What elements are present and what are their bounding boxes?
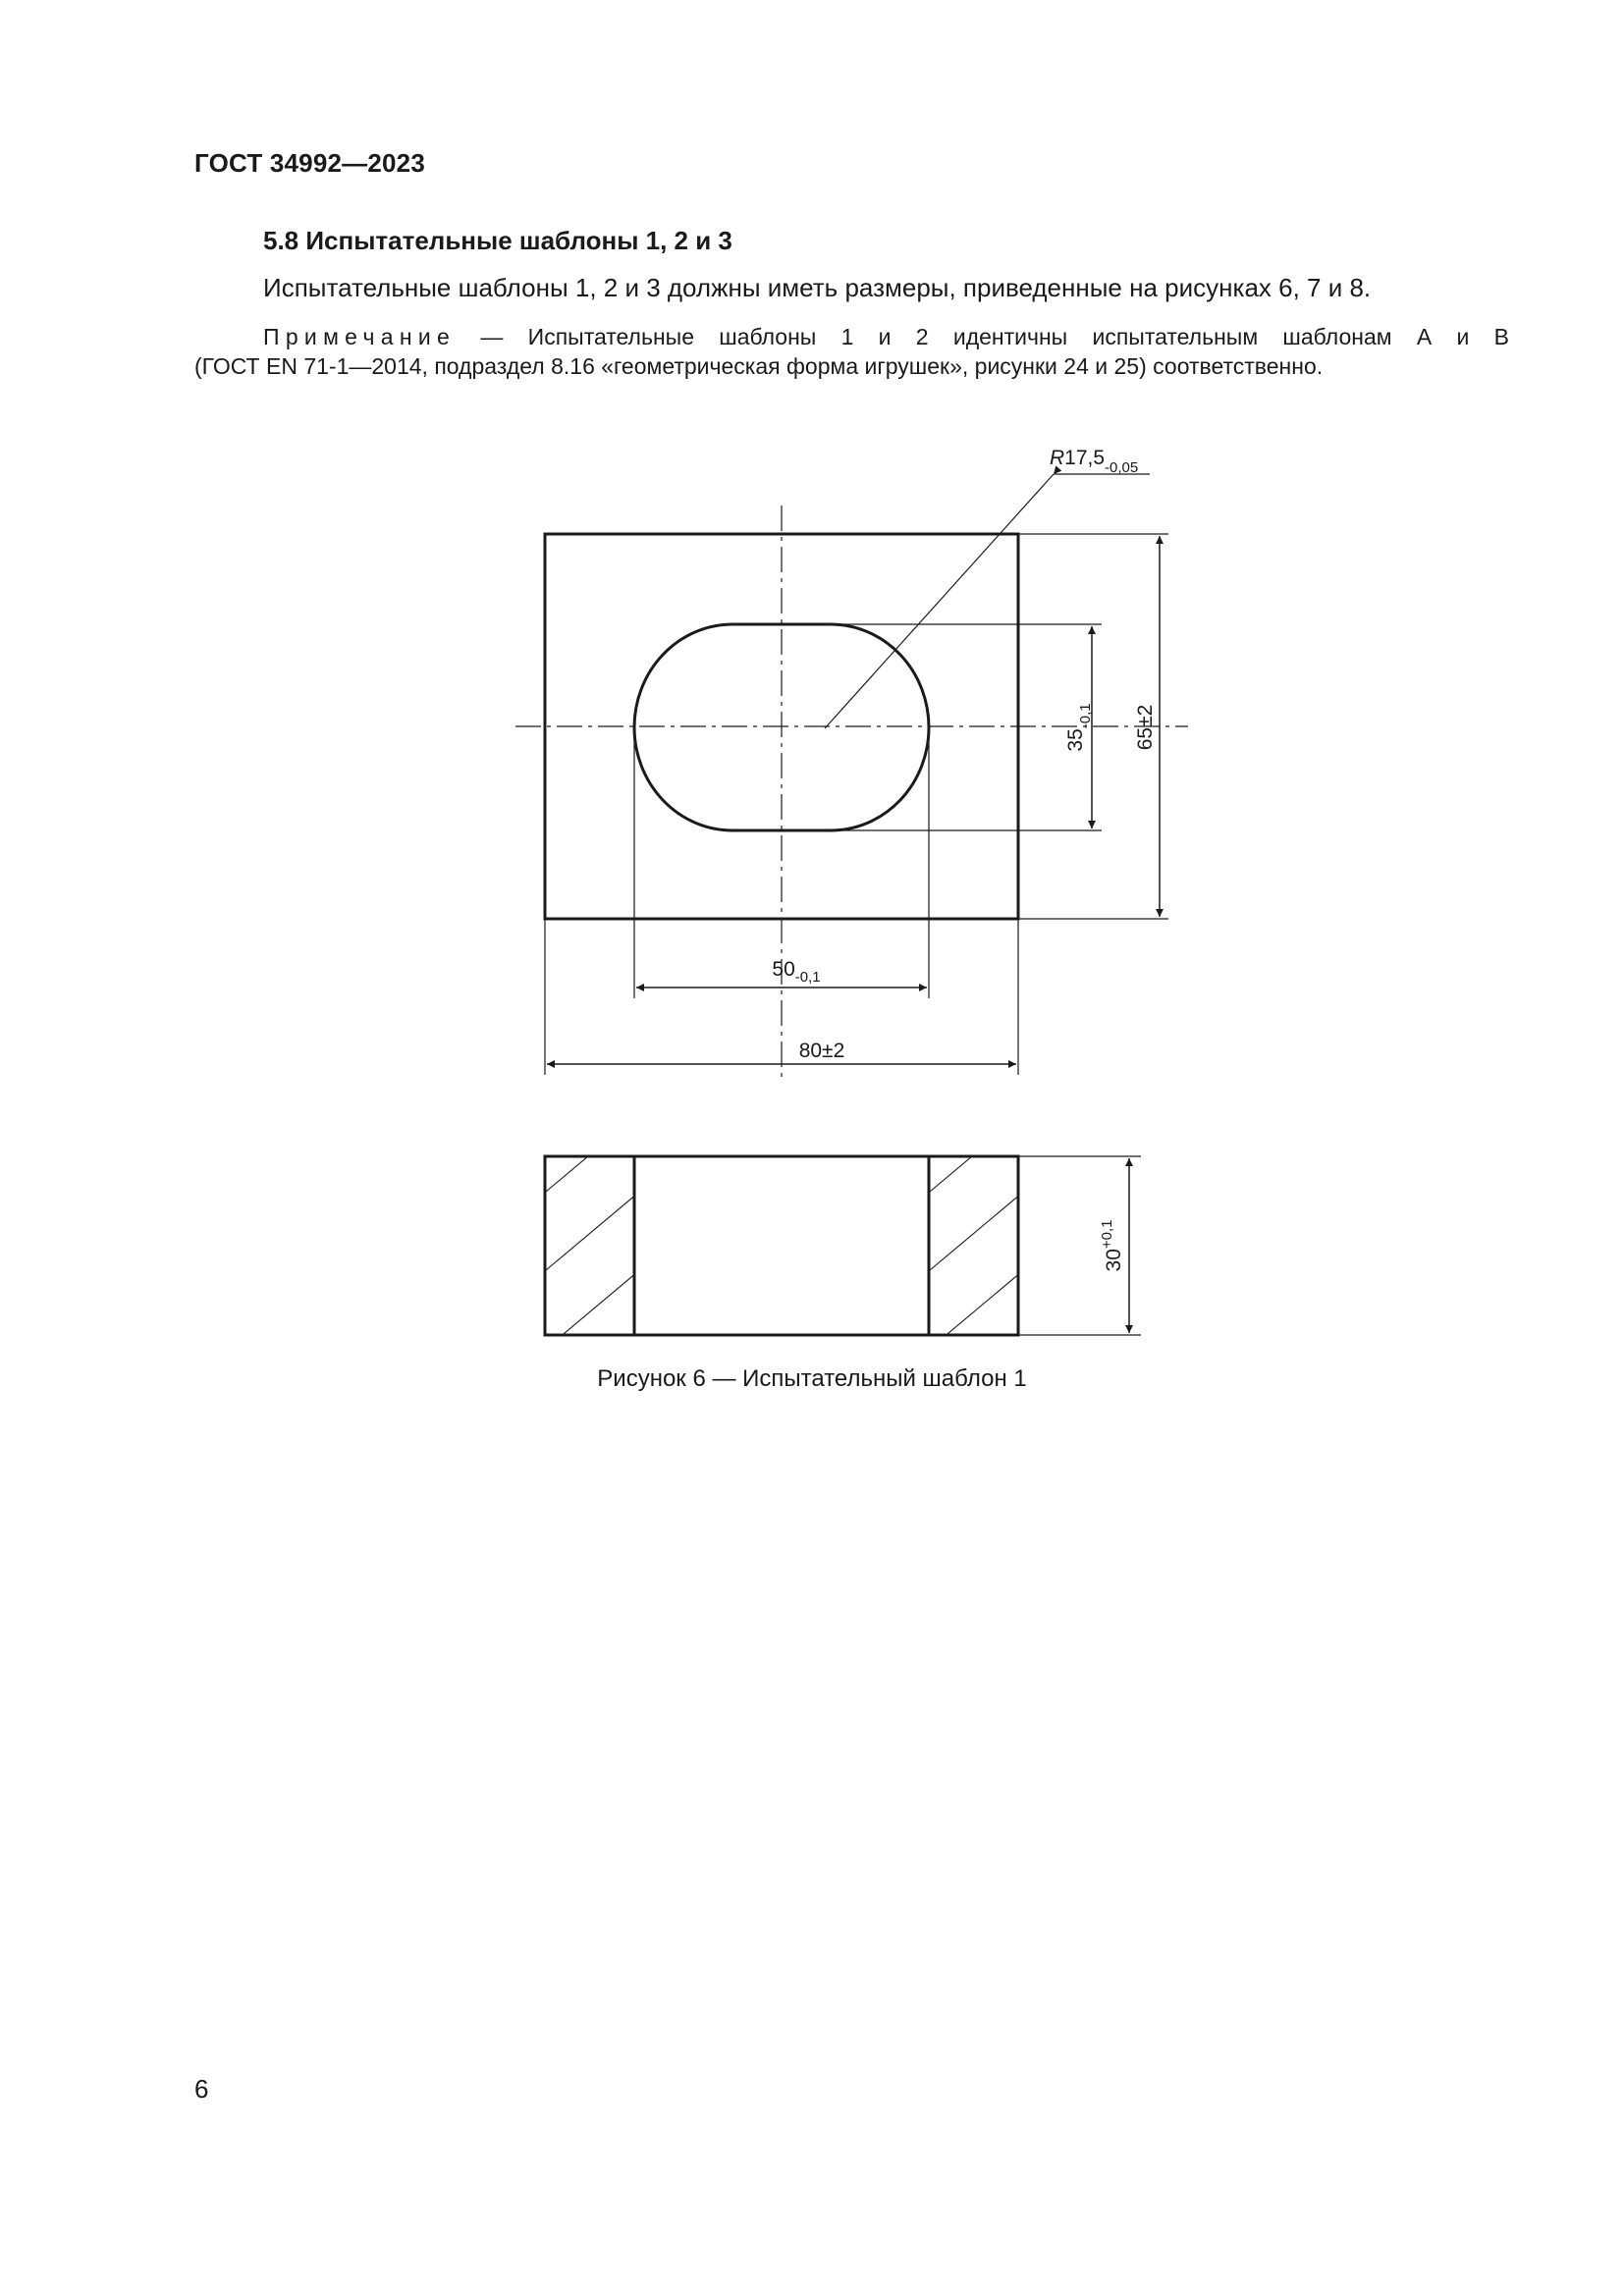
note-word: шаблоны bbox=[719, 324, 817, 349]
note-word: 2 bbox=[915, 324, 929, 349]
note-word: — bbox=[480, 324, 504, 349]
document-header: ГОСТ 34992—2023 bbox=[194, 148, 425, 178]
hatch-left bbox=[515, 1090, 668, 1453]
note-word: 1 bbox=[840, 324, 854, 349]
section-paragraph: Испытательные шаблоны 1, 2 и 3 должны иметь размеры, приведенные на рисунках 6, 7 и 8. bbox=[263, 273, 1372, 302]
width-outer-label: 80±2 bbox=[798, 1040, 845, 1062]
note-word: и bbox=[1456, 324, 1470, 349]
note-word: и bbox=[878, 324, 892, 349]
top-view bbox=[515, 474, 1188, 1080]
note-word: испытательным bbox=[1092, 324, 1259, 349]
section-view bbox=[515, 1090, 1141, 1453]
radius-label: $R17,5_{-0,05}$ bbox=[1050, 447, 1139, 476]
note-word: Испытательные bbox=[527, 324, 694, 349]
note-word: шаблонам bbox=[1282, 324, 1392, 349]
thickness-label: $30^{+0,1}$ bbox=[1099, 1219, 1125, 1272]
note-word: идентичны bbox=[952, 324, 1068, 349]
note-word: В bbox=[1493, 324, 1509, 349]
figure-caption: Рисунок 6 — Испытательный шаблон 1 bbox=[597, 1365, 1027, 1392]
section-outline bbox=[545, 1156, 1018, 1335]
page-number: 6 bbox=[194, 2074, 209, 2104]
note-word: А bbox=[1416, 324, 1433, 349]
height-outer-label: 65±2 bbox=[1134, 704, 1157, 751]
note-label: Примечание bbox=[263, 324, 457, 349]
width-inner-label: $50_{-0,1}$ bbox=[772, 958, 821, 986]
height-inner-label: $35_{-0,1}$ bbox=[1064, 703, 1094, 752]
hatch-right bbox=[899, 1090, 1052, 1453]
note-second-line: (ГОСТ EN 71-1—2014, подраздел 8.16 «геометрическая форма игрушек», рисунки 24 и 25) соответственно. bbox=[194, 353, 1324, 379]
section-title: 5.8 Испытательные шаблоны 1, 2 и 3 bbox=[263, 226, 732, 255]
